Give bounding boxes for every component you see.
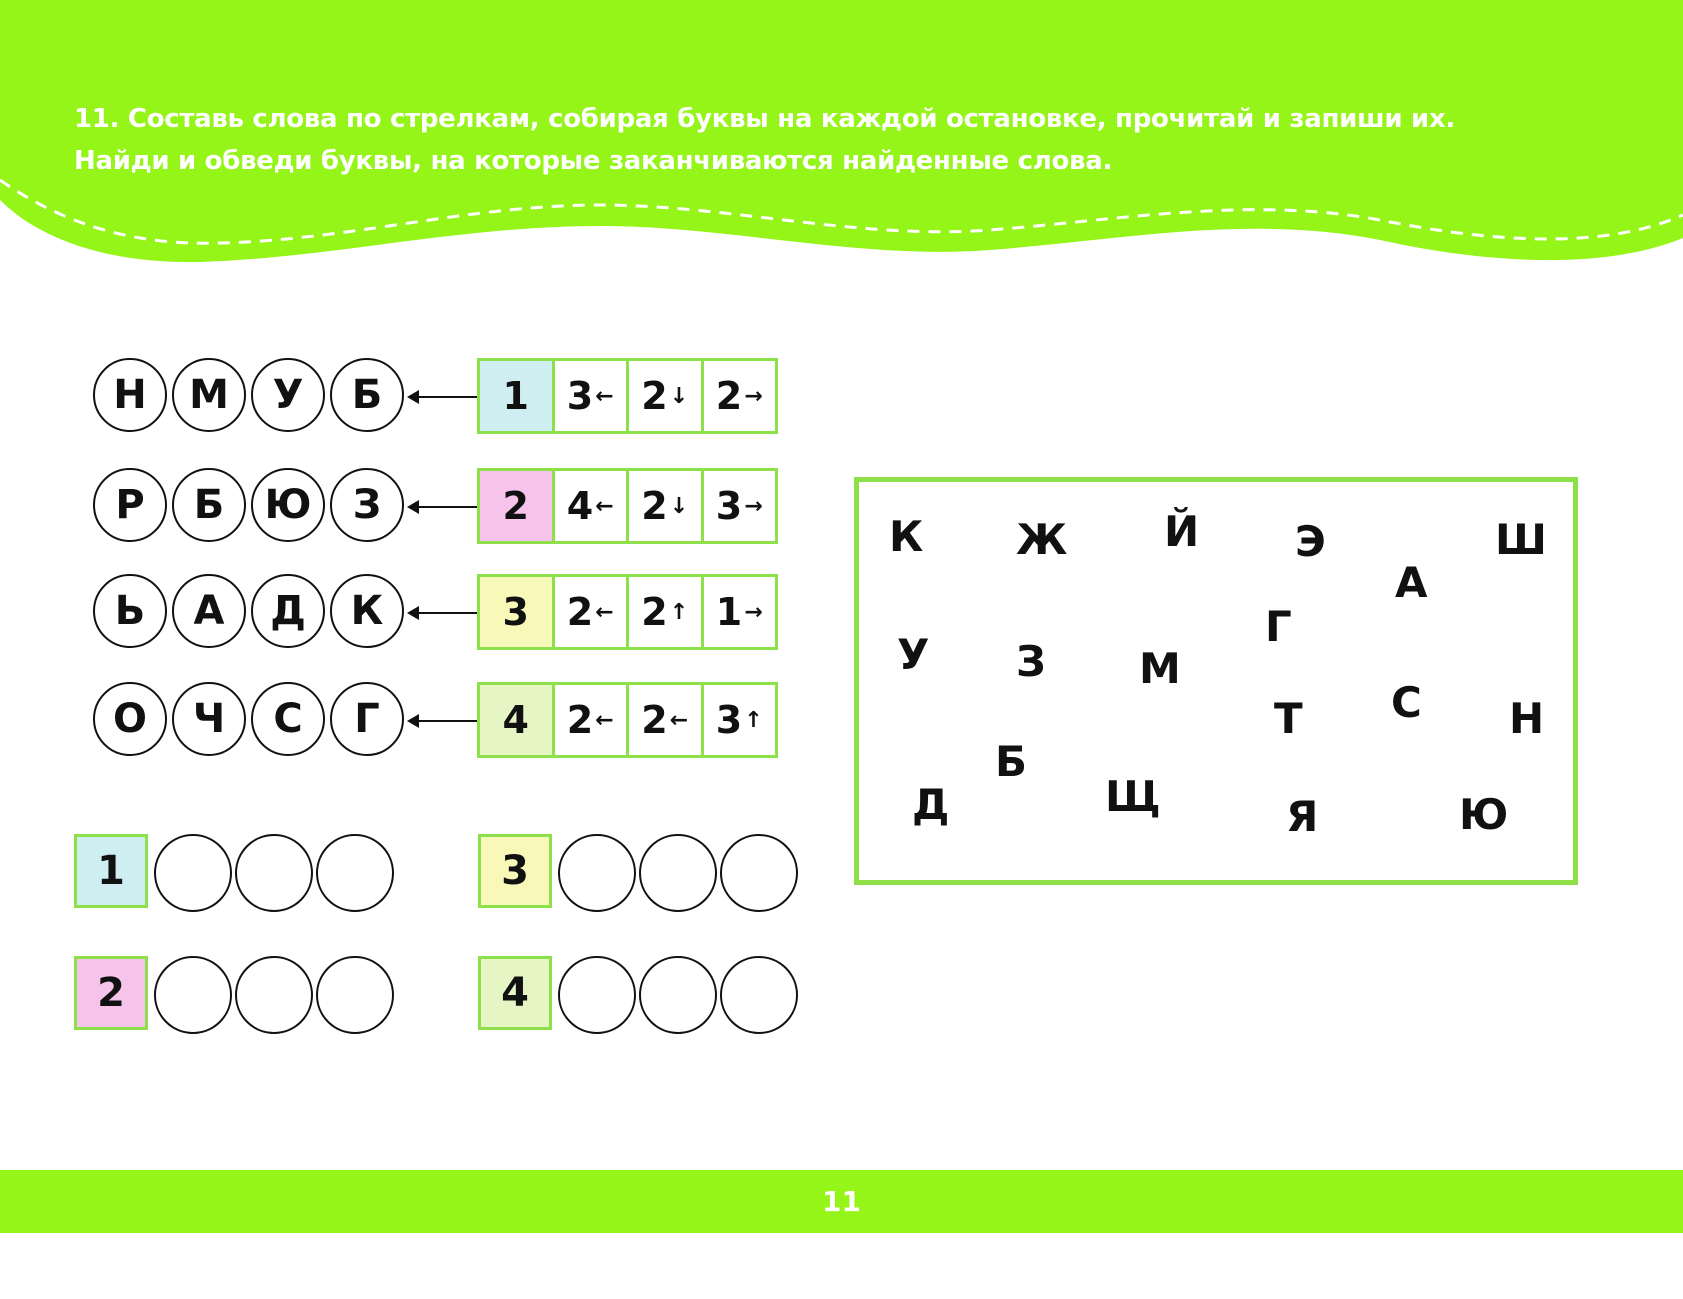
- code-step: [552, 577, 627, 647]
- right-arrow-icon: →: [744, 599, 763, 625]
- down-arrow-icon: ↓: [669, 493, 689, 519]
- letter-circle: Н: [93, 358, 167, 432]
- letter-circle: Д: [251, 574, 325, 648]
- scattered-letter[interactable]: Ш: [1495, 515, 1547, 564]
- letter-circle: З: [330, 468, 404, 542]
- left-arrow-connector: [409, 612, 477, 614]
- scattered-letter[interactable]: Д: [912, 780, 950, 829]
- code-number: 1: [480, 361, 552, 431]
- step-count: 3: [566, 374, 594, 418]
- letter-circle: Р: [93, 468, 167, 542]
- left-arrow-icon: ←: [595, 707, 614, 733]
- scattered-letter[interactable]: Й: [1164, 507, 1200, 556]
- letter-circle: Б: [330, 358, 404, 432]
- step-count: 2: [641, 374, 668, 418]
- letter-circle: С: [251, 682, 325, 756]
- down-arrow-icon: ↓: [669, 383, 689, 409]
- answer-circle[interactable]: [639, 956, 717, 1034]
- answer-circle[interactable]: [316, 834, 394, 912]
- right-arrow-icon: →: [744, 493, 763, 519]
- code-step: [701, 471, 776, 541]
- code-step: [552, 685, 627, 755]
- answer-circle[interactable]: [316, 956, 394, 1034]
- scattered-letter[interactable]: М: [1139, 644, 1181, 693]
- puzzle-row-1: [93, 358, 783, 438]
- page-number: 11: [822, 1185, 861, 1218]
- left-arrow-connector: [409, 720, 477, 722]
- letter-circle: М: [172, 358, 246, 432]
- code-step: [626, 685, 701, 755]
- instructions: [74, 98, 1614, 182]
- code-step: [552, 471, 627, 541]
- scattered-letter[interactable]: Т: [1274, 694, 1303, 743]
- code-box-4: [477, 682, 778, 758]
- answer-circle[interactable]: [720, 956, 798, 1034]
- left-arrow-connector: [409, 396, 477, 398]
- answer-number: 1: [74, 834, 148, 908]
- right-arrow-icon: →: [744, 383, 763, 409]
- answer-circle[interactable]: [235, 834, 313, 912]
- scattered-letter[interactable]: А: [1395, 558, 1428, 607]
- scattered-letter[interactable]: Г: [1265, 602, 1292, 651]
- scattered-letter[interactable]: З: [1016, 637, 1046, 686]
- step-count: 2: [566, 590, 594, 634]
- scattered-letter[interactable]: Б: [995, 737, 1028, 786]
- answer-circle[interactable]: [639, 834, 717, 912]
- code-step: [626, 361, 701, 431]
- answer-number: 3: [478, 834, 552, 908]
- up-arrow-icon: ↑: [744, 707, 763, 733]
- left-arrow-connector: [409, 506, 477, 508]
- scattered-letter[interactable]: Щ: [1105, 772, 1161, 821]
- code-number: 3: [480, 577, 552, 647]
- code-step: [701, 577, 776, 647]
- code-step: [701, 361, 776, 431]
- code-number: 4: [480, 685, 552, 755]
- left-arrow-icon: ←: [595, 493, 614, 519]
- letter-circle: Г: [330, 682, 404, 756]
- left-arrow-icon: ←: [669, 707, 689, 733]
- puzzle-row-3: [93, 574, 783, 654]
- code-box-2: [477, 468, 778, 544]
- step-count: 2: [641, 484, 668, 528]
- code-step: [626, 577, 701, 647]
- code-box-1: [477, 358, 778, 434]
- scattered-letter[interactable]: Ж: [1016, 515, 1068, 564]
- up-arrow-icon: ↑: [669, 599, 689, 625]
- step-count: 3: [715, 484, 743, 528]
- answer-circle[interactable]: [154, 834, 232, 912]
- letter-circle: Б: [172, 468, 246, 542]
- code-step: [552, 361, 627, 431]
- letter-circle: А: [172, 574, 246, 648]
- step-count: 2: [715, 374, 743, 418]
- letter-circle: Ь: [93, 574, 167, 648]
- code-number: 2: [480, 471, 552, 541]
- left-arrow-icon: ←: [595, 599, 614, 625]
- letter-circle: Ч: [172, 682, 246, 756]
- scattered-letter[interactable]: К: [889, 512, 924, 561]
- left-arrow-icon: ←: [595, 383, 614, 409]
- instruction-line-2: Найди и обведи буквы, на которые заканчиваются найденные слова.: [74, 146, 1113, 176]
- answer-circle[interactable]: [558, 834, 636, 912]
- scattered-letter[interactable]: Я: [1286, 792, 1319, 841]
- answer-circle[interactable]: [154, 956, 232, 1034]
- letter-circle: О: [93, 682, 167, 756]
- answer-circle[interactable]: [720, 834, 798, 912]
- step-count: 4: [566, 484, 594, 528]
- code-step: [626, 471, 701, 541]
- step-count: 2: [641, 698, 668, 742]
- answer-circle[interactable]: [235, 956, 313, 1034]
- code-box-3: [477, 574, 778, 650]
- step-count: 3: [715, 698, 743, 742]
- step-count: 2: [566, 698, 594, 742]
- answer-number: 4: [478, 956, 552, 1030]
- letter-circle: К: [330, 574, 404, 648]
- instruction-line-1: 11. Составь слова по стрелкам, собирая буквы на каждой остановке, прочитай и запиши их.: [74, 104, 1455, 134]
- scattered-letter[interactable]: Н: [1509, 694, 1545, 743]
- scattered-letter[interactable]: Э: [1295, 517, 1326, 566]
- step-count: 1: [715, 590, 743, 634]
- answer-circle[interactable]: [558, 956, 636, 1034]
- step-count: 2: [641, 590, 668, 634]
- puzzle-row-2: [93, 468, 783, 548]
- puzzle-row-4: [93, 682, 783, 762]
- scattered-letter[interactable]: С: [1391, 678, 1422, 727]
- letter-search-box: [854, 477, 1578, 885]
- scattered-letter[interactable]: Ю: [1459, 790, 1509, 839]
- scattered-letter[interactable]: У: [897, 630, 930, 679]
- letter-circle: Ю: [251, 468, 325, 542]
- answer-number: 2: [74, 956, 148, 1030]
- code-step: [701, 685, 776, 755]
- letter-circle: У: [251, 358, 325, 432]
